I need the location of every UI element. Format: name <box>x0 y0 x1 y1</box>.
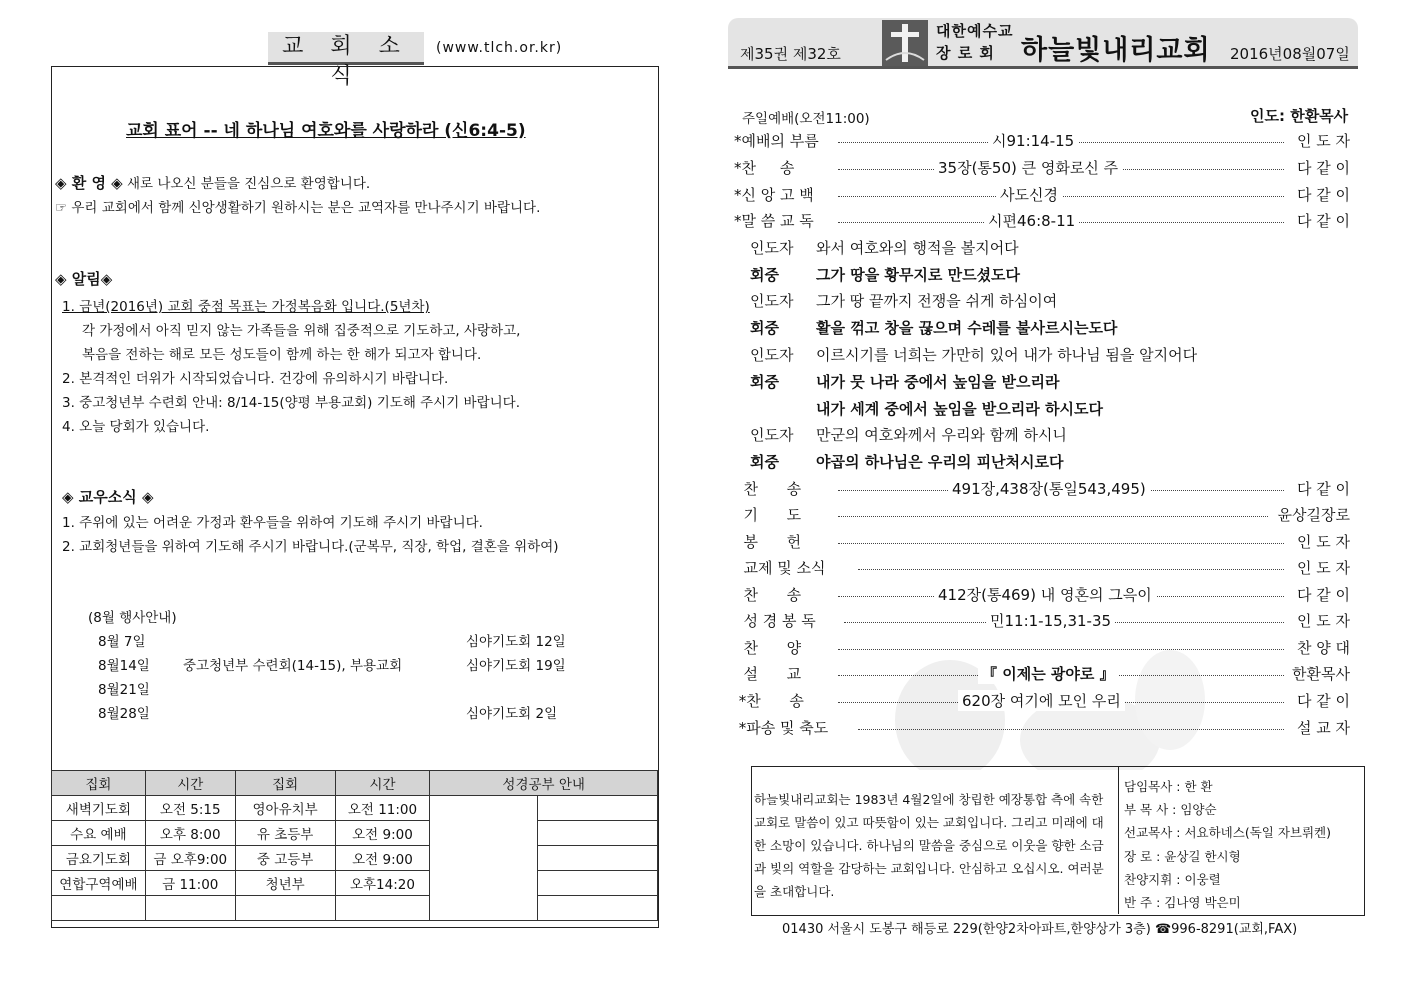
order-label: 기 도 <box>734 506 802 524</box>
reading-text: 만군의 여호와께서 우리와 함께 하시니 <box>816 426 1067 444</box>
members-item: 2. 교회청년들을 위하여 기도해 주시기 바랍니다.(군복무, 직장, 학업, 결혼을 위하여) <box>62 539 559 555</box>
order-row <box>734 717 1354 739</box>
table-cell <box>52 896 146 921</box>
event-date: 8월14일 <box>98 658 150 674</box>
staff-item: 선교목사 : 서요하네스(독일 자브뤼켄) <box>1124 825 1332 841</box>
church-logo-icon <box>882 20 928 66</box>
order-content: 35장(통50) 큰 영화로신 주 <box>934 157 1122 178</box>
table-cell: 금 11:00 <box>145 871 235 896</box>
order-person: 한환목사 <box>1288 663 1350 684</box>
bible-study-cell <box>430 796 538 921</box>
order-person: 다 같 이 <box>1293 690 1350 711</box>
event-desc: 중고청년부 수련회(14-15), 부용교회 <box>183 658 403 674</box>
service-leader: 인도: 한환목사 <box>1250 107 1349 125</box>
members-heading: ◈ 교우소식 ◈ <box>62 488 154 506</box>
order-content: 시91:14-15 <box>988 130 1078 151</box>
notice-item: 복음을 전하는 해로 모든 성도들이 함께 하는 한 해가 되고자 합니다. <box>82 347 482 363</box>
order-row <box>734 531 1354 553</box>
reading-text: 활을 꺾고 창을 끊으며 수레를 불사르시는도다 <box>816 319 1118 337</box>
table-header-row <box>52 771 658 796</box>
reading-text: 그가 땅 끝까지 전쟁을 쉬게 하심이여 <box>816 292 1058 310</box>
table-header: 집회 <box>235 771 335 796</box>
leader-dots <box>838 543 1284 544</box>
table-cell: 중 고등부 <box>235 846 335 871</box>
bible-study-cell <box>538 871 658 896</box>
event-date: 8월21일 <box>98 682 150 698</box>
bible-study-cell <box>538 896 658 921</box>
order-row <box>734 663 1354 685</box>
table-header: 성경공부 안내 <box>430 771 658 796</box>
notice-item: 4. 오늘 당회가 있습니다. <box>62 419 210 435</box>
order-row <box>734 584 1354 606</box>
speaker: 회중 <box>750 319 779 337</box>
order-person: 찬 양 대 <box>1293 637 1350 658</box>
responsive-line <box>750 371 1059 392</box>
staff-item: 찬양지휘 : 이웅렬 <box>1124 871 1221 887</box>
leader-dots <box>858 569 1284 570</box>
order-content: 412장(통469) 내 영혼의 그윽이 <box>934 584 1156 605</box>
order-label: 설 교 <box>734 665 802 683</box>
responsive-line <box>750 398 1103 419</box>
table-cell: 오후14:20 <box>335 871 430 896</box>
divider <box>1118 766 1119 914</box>
notice-item: 3. 중고청년부 수련회 안내: 8/14-15(양평 부용교회) 기도해 주시기 바랍니다. <box>62 395 521 411</box>
event-prayer: 심야기도회 12일 <box>466 634 566 650</box>
bible-study-cell <box>538 821 658 846</box>
table-cell <box>235 896 335 921</box>
speaker: 회중 <box>750 453 779 471</box>
order-row <box>734 184 1354 206</box>
reading-text: 이르시기를 너희는 가만히 있어 내가 하나님 됨을 알지어다 <box>816 346 1198 364</box>
event-date: 8월 7일 <box>98 634 146 650</box>
order-label: *예배의 부름 <box>734 132 819 150</box>
table-row <box>52 846 658 871</box>
table-row <box>52 871 658 896</box>
bible-study-cell <box>538 796 658 821</box>
notice-item: 각 가정에서 아직 믿지 않는 가족들을 위해 집중적으로 기도하고, 사랑하고, <box>82 323 521 339</box>
volume-number: 제35권 제32호 <box>740 45 841 63</box>
table-cell: 오전 5:15 <box>145 796 235 821</box>
responsive-line <box>750 237 1019 258</box>
schedule-table <box>51 770 658 921</box>
order-label: *파송 및 축도 <box>734 719 829 737</box>
table-cell <box>335 896 430 921</box>
table-header: 시간 <box>335 771 430 796</box>
speaker: 인도자 <box>750 426 794 444</box>
order-label: *찬 송 <box>734 692 804 710</box>
order-label: 찬 송 <box>734 586 802 604</box>
order-row <box>734 637 1354 659</box>
order-label: 교제 및 소식 <box>734 559 826 577</box>
order-person: 인 도 자 <box>1293 610 1350 631</box>
order-content: 620장 여기에 모인 우리 <box>958 690 1125 711</box>
staff-item: 담임목사 : 한 환 <box>1124 779 1213 794</box>
service-label: 주일예배(오전11:00) <box>742 111 870 127</box>
reading-text: 내가 뭇 나라 중에서 높임을 받으리라 <box>816 373 1060 391</box>
event-date: 8월28일 <box>98 706 150 722</box>
notice-item: 1. 금년(2016년) 교회 중점 목표는 가정복음화 입니다.(5년차) <box>62 299 430 315</box>
leader-dots <box>838 649 1284 650</box>
responsive-line <box>750 290 1057 311</box>
order-row <box>734 478 1354 500</box>
order-label: 봉 헌 <box>734 533 802 551</box>
responsive-line <box>750 424 1067 445</box>
bible-study-cell <box>538 846 658 871</box>
responsive-line <box>750 451 1064 472</box>
order-person: 인 도 자 <box>1293 557 1350 578</box>
order-label: 찬 송 <box>734 480 802 498</box>
order-person: 인 도 자 <box>1293 130 1350 151</box>
leader-dots <box>858 729 1284 730</box>
church-motto: 교회 표어 -- 네 하나님 여호와를 사랑하라 (신6:4-5) <box>126 121 526 141</box>
order-row <box>734 557 1354 579</box>
speaker: 회중 <box>750 373 779 391</box>
table-row <box>52 896 658 921</box>
order-row <box>734 690 1354 712</box>
church-address: 01430 서울시 도봉구 해등로 229(한양2차아파트,한양상가 3층) ☎996-8291(교회,FAX) <box>782 922 1298 937</box>
church-name: 하늘빛내리교회 <box>1021 35 1211 66</box>
event-prayer: 심야기도회 19일 <box>466 658 566 674</box>
order-label: *신 앙 고 백 <box>734 186 814 204</box>
table-header: 집회 <box>52 771 146 796</box>
table-cell: 금 오후9:00 <box>145 846 235 871</box>
order-label: 찬 양 <box>734 639 802 657</box>
denomination <box>936 20 1013 64</box>
order-person: 설 교 자 <box>1293 717 1350 738</box>
staff-list <box>1124 775 1331 914</box>
table-row <box>52 796 658 821</box>
order-row <box>734 610 1354 632</box>
reading-text: 야곱의 하나님은 우리의 피난처시로다 <box>816 453 1064 471</box>
speaker: 인도자 <box>750 346 794 364</box>
members-item: 1. 주위에 있는 어려운 가정과 환우들을 위하여 기도해 주시기 바랍니다. <box>62 515 483 531</box>
order-content: 사도신경 <box>996 184 1062 205</box>
order-person: 인 도 자 <box>1293 531 1350 552</box>
notice-heading: ◈ 알림◈ <box>55 270 113 288</box>
speaker: 인도자 <box>750 292 794 310</box>
table-cell: 수요 예배 <box>52 821 146 846</box>
order-person: 다 같 이 <box>1293 184 1350 205</box>
leader-dots <box>838 516 1268 517</box>
responsive-line <box>750 317 1117 338</box>
denomination-line: 장 로 회 <box>936 44 995 62</box>
order-row <box>734 504 1354 526</box>
welcome-note: ☞ 우리 교회에서 함께 신앙생활하기 원하시는 분은 교역자를 만나주시기 바랍니다. <box>55 200 541 216</box>
denomination-line: 대한예수교 <box>936 22 1014 40</box>
table-cell: 오후 8:00 <box>145 821 235 846</box>
order-row <box>734 130 1354 152</box>
news-title: 교 회 소 식 <box>268 32 424 65</box>
table-cell: 금요기도회 <box>52 846 146 871</box>
table-row <box>52 821 658 846</box>
table-cell: 오전 11:00 <box>335 796 430 821</box>
order-person: 다 같 이 <box>1293 157 1350 178</box>
order-row <box>734 157 1354 179</box>
welcome-heading: ◈ 환 영 ◈ <box>55 174 123 192</box>
table-cell: 청년부 <box>235 871 335 896</box>
order-label: *말 씀 교 독 <box>734 212 814 230</box>
speaker: 회중 <box>750 266 779 284</box>
reading-text: 그가 땅을 황무지로 만드셨도다 <box>816 266 1021 284</box>
table-cell: 영아유치부 <box>235 796 335 821</box>
staff-item: 장 로 : 윤상길 한시형 <box>1124 848 1241 864</box>
staff-item: 반 주 : 김나영 박은미 <box>1124 895 1241 911</box>
table-header: 시간 <box>145 771 235 796</box>
table-cell <box>145 896 235 921</box>
events-heading: (8월 행사안내) <box>88 610 177 626</box>
order-label: *찬 송 <box>734 159 795 177</box>
bulletin-date: 2016년08월07일 <box>1230 45 1350 63</box>
order-row <box>734 210 1354 232</box>
responsive-line <box>750 264 1020 285</box>
reading-text: 내가 세계 중에서 높임을 받으리라 하시도다 <box>816 400 1103 418</box>
table-cell: 오전 9:00 <box>335 821 430 846</box>
welcome-text: 새로 나오신 분들을 진심으로 환영합니다. <box>127 176 371 192</box>
responsive-line <box>750 344 1197 365</box>
reading-text: 와서 여호와의 행적을 볼지어다 <box>816 239 1019 257</box>
table-cell: 유 초등부 <box>235 821 335 846</box>
notice-item: 2. 본격적인 더위가 시작되었습니다. 건강에 유의하시기 바랍니다. <box>62 371 449 387</box>
order-person: 다 같 이 <box>1293 210 1350 231</box>
order-person: 윤상길장로 <box>1274 504 1350 525</box>
order-person: 다 같 이 <box>1293 478 1350 499</box>
website-url: (www.tlch.or.kr) <box>436 40 563 56</box>
sermon-title: 『 이제는 광야로 』 <box>978 663 1119 684</box>
church-introduction: 하늘빛내리교회는 1983년 4월2일에 창립한 예장통합 측에 속한 교회로 말씀이 있고 따뜻함이 있는 교회입니다. 그리고 미래에 대한 소망이 있습니다. 하나님의 말씀을 중심으로 이웃을 향한 소금과 빛의 역할을 감당하는 교회입니다. 안심하고 오십시오. 여러분을 초대합니다. <box>754 792 1104 899</box>
table-cell: 오전 9:00 <box>335 846 430 871</box>
welcome-line <box>55 172 370 193</box>
order-person: 다 같 이 <box>1293 584 1350 605</box>
event-prayer: 심야기도회 2일 <box>466 706 558 722</box>
order-content: 시편46:8-11 <box>984 210 1079 231</box>
staff-item: 부 목 사 : 임양순 <box>1124 802 1217 818</box>
order-content: 민11:1-15,31-35 <box>986 610 1115 631</box>
order-content: 491장,438장(통일543,495) <box>948 478 1150 499</box>
table-cell: 새벽기도회 <box>52 796 146 821</box>
order-label: 성 경 봉 독 <box>734 612 816 630</box>
table-cell: 연합구역예배 <box>52 871 146 896</box>
speaker: 인도자 <box>750 239 794 257</box>
